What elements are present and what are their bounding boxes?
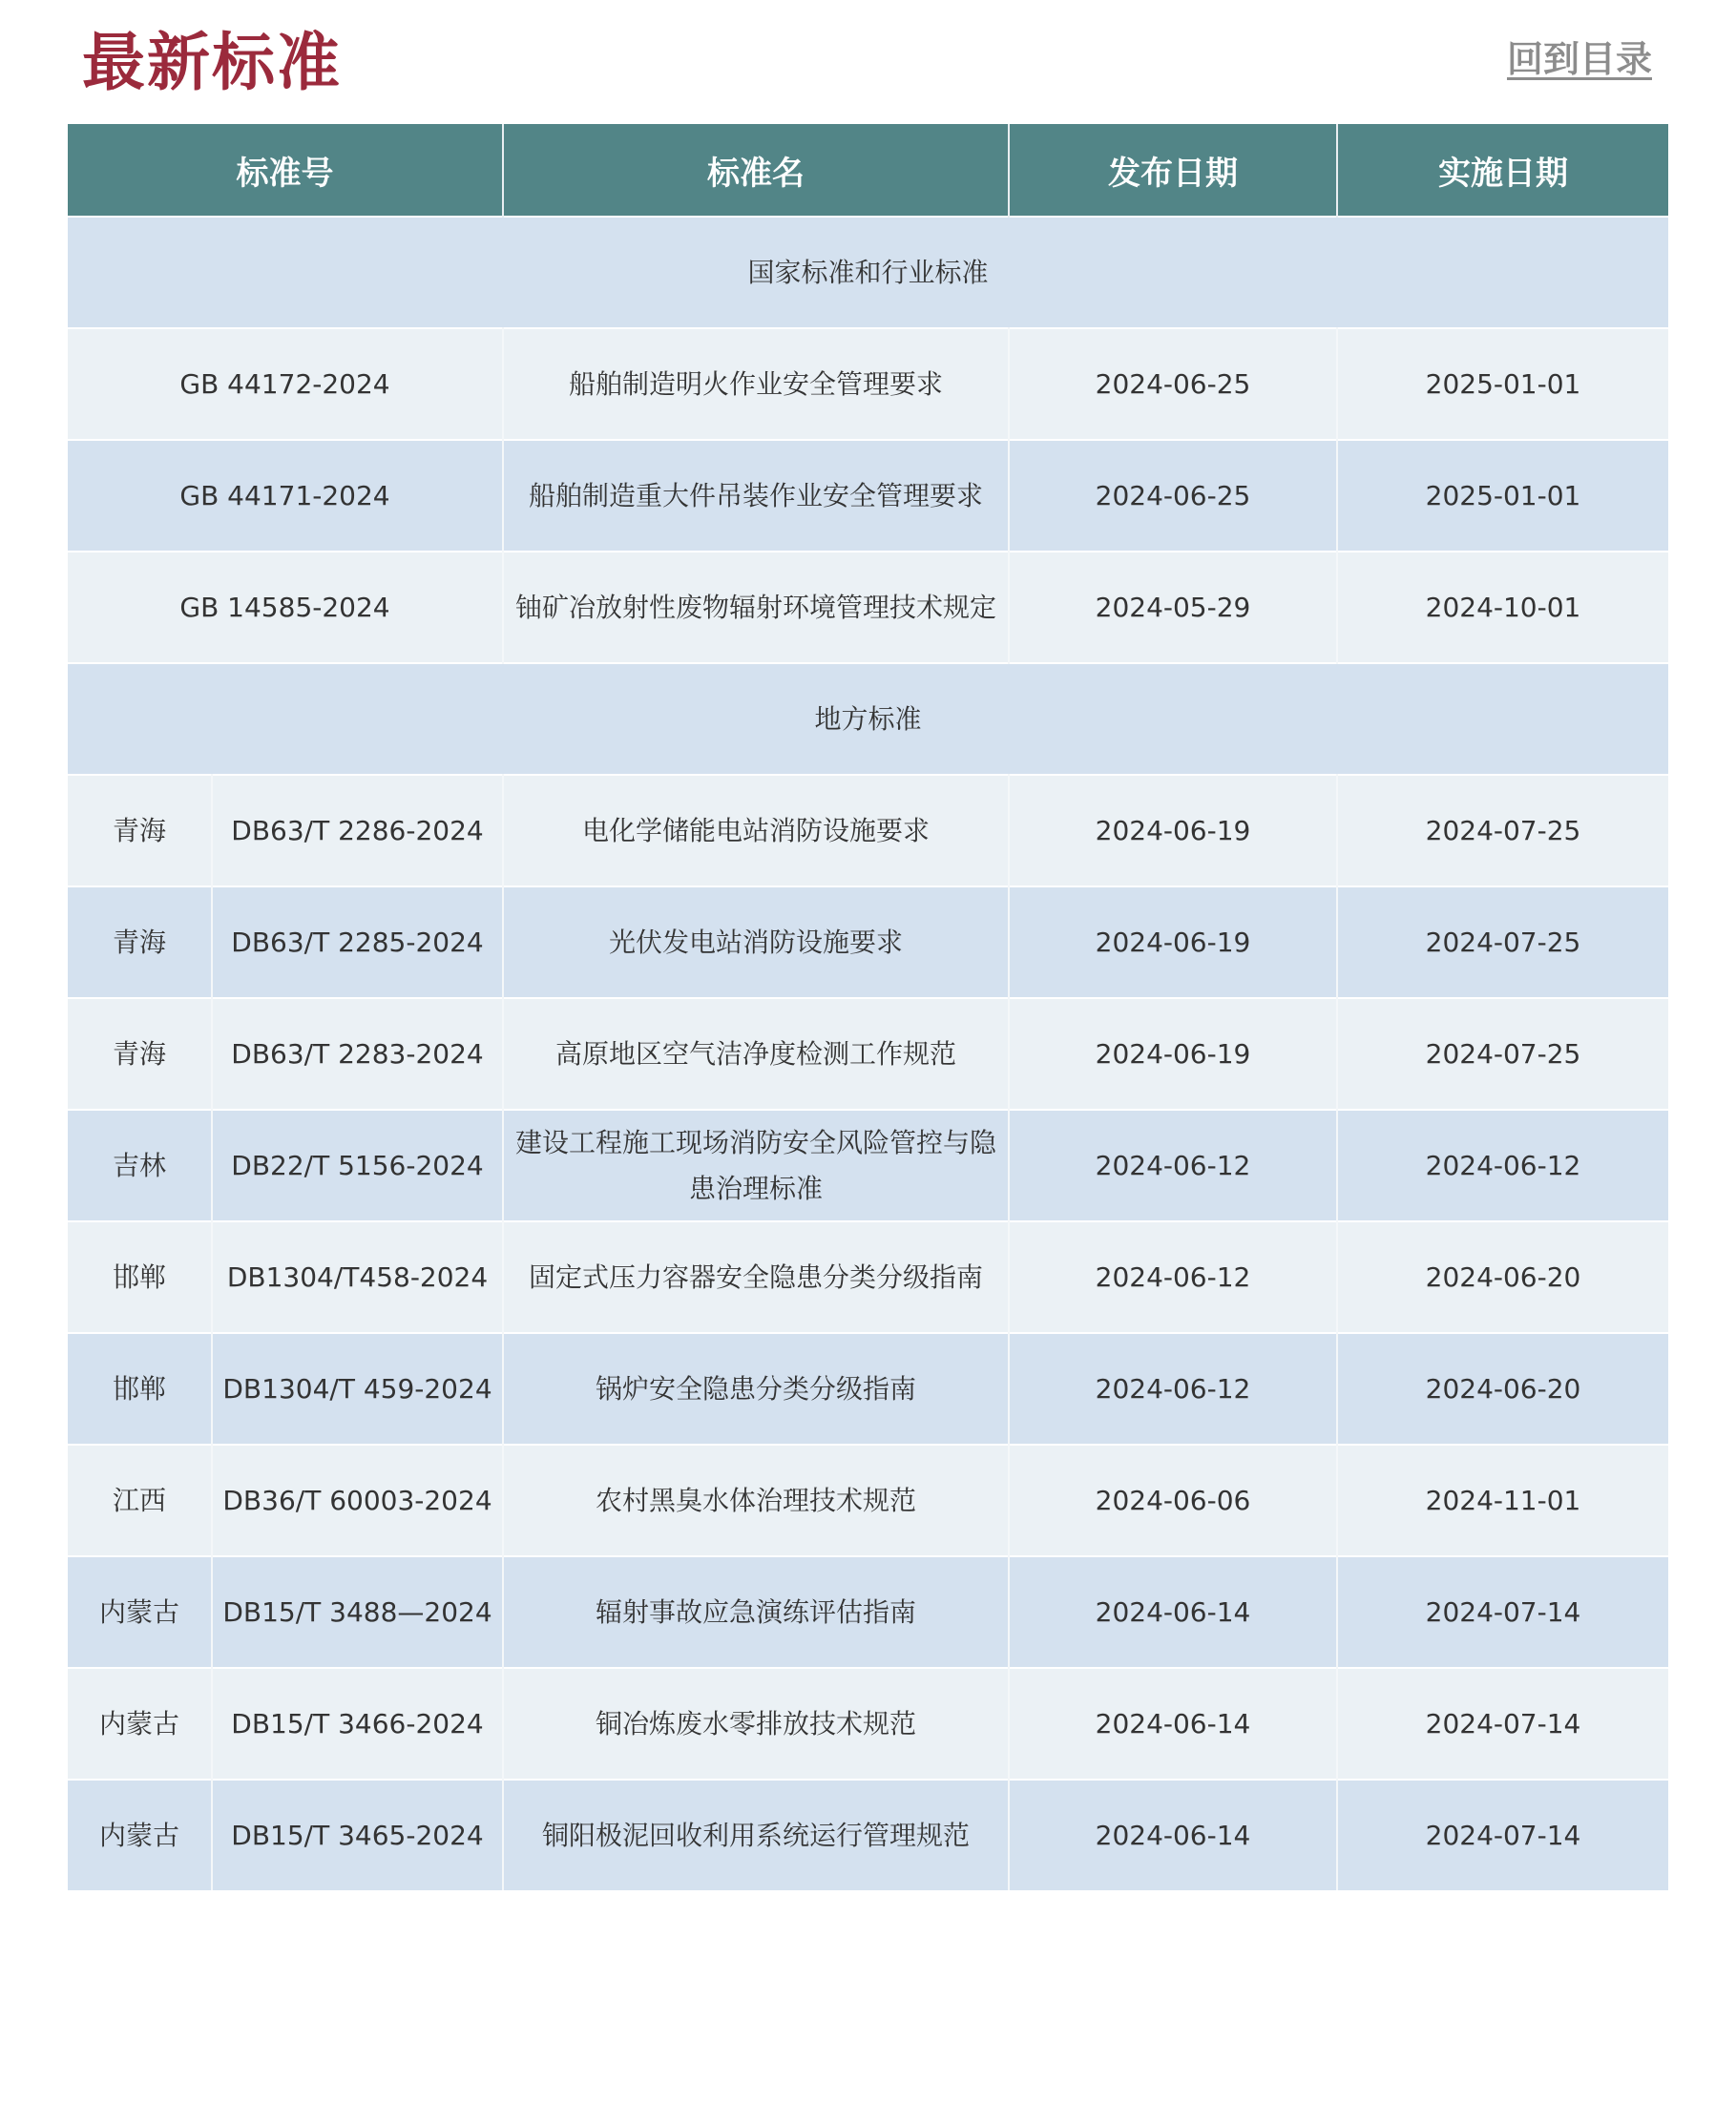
effective-date-cell: 2024-11-01 (1337, 1445, 1668, 1556)
region-cell: 青海 (68, 886, 212, 998)
table-row (68, 1445, 1668, 1556)
standard-number-cell: DB15/T 3465-2024 (212, 1780, 503, 1890)
table-row (68, 1221, 1668, 1333)
standard-name-cell: 铀矿冶放射性废物辐射环境管理技术规定 (503, 552, 1009, 663)
standard-name-cell: 电化学储能电站消防设施要求 (503, 775, 1009, 886)
publish-date-cell: 2024-06-12 (1009, 1110, 1337, 1221)
back-to-contents-link[interactable]: 回到目录 (1506, 38, 1652, 80)
region-cell: 内蒙古 (68, 1780, 212, 1890)
standard-number-cell: DB63/T 2285-2024 (212, 886, 503, 998)
standard-number-cell: GB 44171-2024 (68, 440, 503, 552)
publish-date-cell: 2024-06-25 (1009, 328, 1337, 440)
publish-date-cell: 2024-06-19 (1009, 775, 1337, 886)
publish-date-cell: 2024-06-12 (1009, 1221, 1337, 1333)
standard-number-cell: GB 44172-2024 (68, 328, 503, 440)
header-effective-date: 实施日期 (1337, 124, 1668, 217)
effective-date-cell: 2024-07-14 (1337, 1556, 1668, 1668)
standard-name-cell: 船舶制造重大件吊装作业安全管理要求 (503, 440, 1009, 552)
effective-date-cell: 2025-01-01 (1337, 440, 1668, 552)
table-row (68, 440, 1668, 552)
standard-name-cell: 光伏发电站消防设施要求 (503, 886, 1009, 998)
publish-date-cell: 2024-06-19 (1009, 886, 1337, 998)
table-header-row (68, 124, 1668, 217)
section-label: 国家标准和行业标准 (68, 217, 1668, 328)
effective-date-cell: 2024-06-20 (1337, 1333, 1668, 1445)
section-row-local (68, 663, 1668, 775)
effective-date-cell: 2024-06-20 (1337, 1221, 1668, 1333)
standard-name-cell: 辐射事故应急演练评估指南 (503, 1556, 1009, 1668)
section-label: 地方标准 (68, 663, 1668, 775)
effective-date-cell: 2024-07-14 (1337, 1780, 1668, 1890)
publish-date-cell: 2024-06-12 (1009, 1333, 1337, 1445)
publish-date-cell: 2024-05-29 (1009, 552, 1337, 663)
table-row (68, 886, 1668, 998)
header-publish-date: 发布日期 (1009, 124, 1337, 217)
effective-date-cell: 2024-10-01 (1337, 552, 1668, 663)
standard-name-cell: 铜阳极泥回收利用系统运行管理规范 (503, 1780, 1009, 1890)
publish-date-cell: 2024-06-19 (1009, 998, 1337, 1110)
page-title: 最新标准 (82, 26, 342, 99)
table-row (68, 1556, 1668, 1668)
standard-number-cell: DB63/T 2286-2024 (212, 775, 503, 886)
standard-number-cell: DB15/T 3466-2024 (212, 1668, 503, 1780)
publish-date-cell: 2024-06-14 (1009, 1556, 1337, 1668)
standard-name-cell: 农村黑臭水体治理技术规范 (503, 1445, 1009, 1556)
effective-date-cell: 2025-01-01 (1337, 328, 1668, 440)
standard-number-cell: DB1304/T458-2024 (212, 1221, 503, 1333)
effective-date-cell: 2024-07-25 (1337, 886, 1668, 998)
standard-name-cell: 铜冶炼废水零排放技术规范 (503, 1668, 1009, 1780)
region-cell: 吉林 (68, 1110, 212, 1221)
region-cell: 江西 (68, 1445, 212, 1556)
section-row-national (68, 217, 1668, 328)
effective-date-cell: 2024-07-14 (1337, 1668, 1668, 1780)
table-row (68, 1780, 1668, 1890)
standard-name-cell: 船舶制造明火作业安全管理要求 (503, 328, 1009, 440)
publish-date-cell: 2024-06-25 (1009, 440, 1337, 552)
standard-name-cell: 固定式压力容器安全隐患分类分级指南 (503, 1221, 1009, 1333)
region-cell: 内蒙古 (68, 1668, 212, 1780)
standard-name-cell: 建设工程施工现场消防安全风险管控与隐患治理标准 (503, 1110, 1009, 1221)
standard-number-cell: DB63/T 2283-2024 (212, 998, 503, 1110)
region-cell: 邯郸 (68, 1333, 212, 1445)
region-cell: 青海 (68, 775, 212, 886)
standard-number-cell: DB36/T 60003-2024 (212, 1445, 503, 1556)
table-row (68, 1668, 1668, 1780)
standard-number-cell: DB1304/T 459-2024 (212, 1333, 503, 1445)
publish-date-cell: 2024-06-14 (1009, 1668, 1337, 1780)
table-row (68, 1333, 1668, 1445)
standard-number-cell: DB15/T 3488—2024 (212, 1556, 503, 1668)
region-cell: 青海 (68, 998, 212, 1110)
table-row (68, 328, 1668, 440)
standard-number-cell: DB22/T 5156-2024 (212, 1110, 503, 1221)
header-standard-name: 标准名 (503, 124, 1009, 217)
effective-date-cell: 2024-07-25 (1337, 998, 1668, 1110)
publish-date-cell: 2024-06-14 (1009, 1780, 1337, 1890)
region-cell: 邯郸 (68, 1221, 212, 1333)
table-row (68, 552, 1668, 663)
publish-date-cell: 2024-06-06 (1009, 1445, 1337, 1556)
standard-number-cell: GB 14585-2024 (68, 552, 503, 663)
region-cell: 内蒙古 (68, 1556, 212, 1668)
table-row (68, 998, 1668, 1110)
table-row (68, 775, 1668, 886)
standards-table (68, 124, 1668, 1890)
table-row (68, 1110, 1668, 1221)
header-standard-number: 标准号 (68, 124, 503, 217)
standard-name-cell: 高原地区空气洁净度检测工作规范 (503, 998, 1009, 1110)
effective-date-cell: 2024-07-25 (1337, 775, 1668, 886)
standard-name-cell: 锅炉安全隐患分类分级指南 (503, 1333, 1009, 1445)
effective-date-cell: 2024-06-12 (1337, 1110, 1668, 1221)
